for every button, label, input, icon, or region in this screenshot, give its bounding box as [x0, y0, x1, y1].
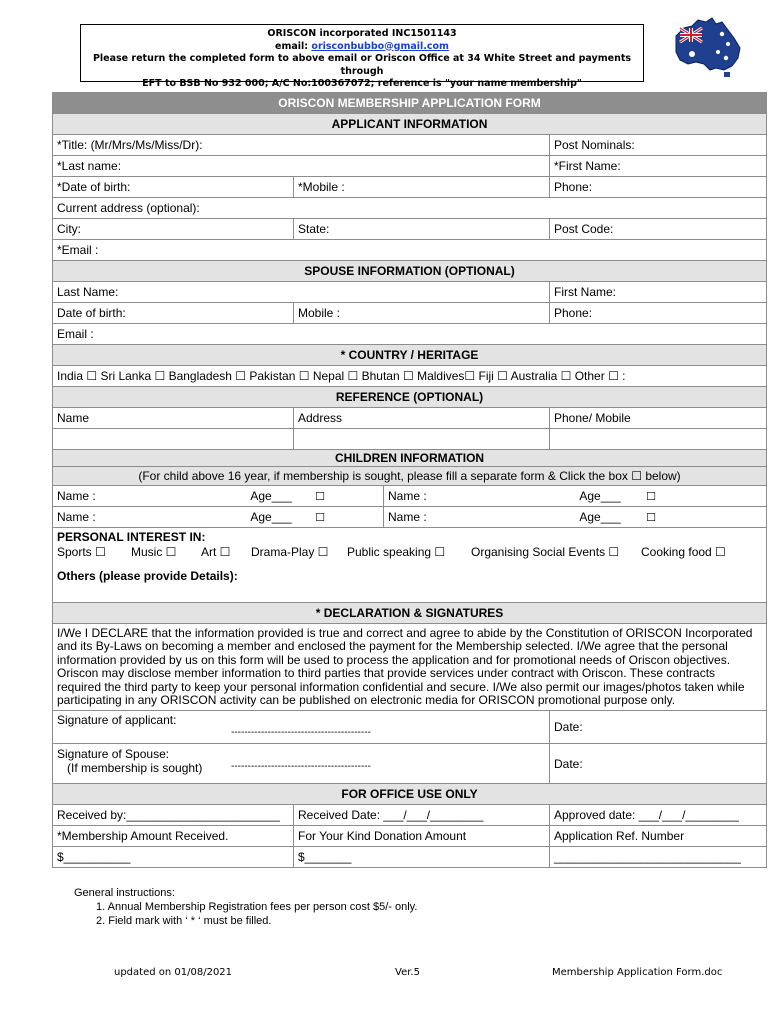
interest-public-speaking[interactable]: Public speaking ☐ — [347, 545, 446, 559]
declaration-text: I/We I DECLARE that the information provided is true and correct and agree to abide by the Constitution of ORISCON Incorporated and its By-Laws on becoming a member and enclosed the payment for the Membership selected. I/We agree that the personal information provided by us on this form will be used to process the application and for promotional needs of Oriscon objectives. Oriscon may disclose member information to third parties that provide services under contract with Oriscon. These contracts required the third party to keep your personal information confidential and secure. I/We also permit our images/photos taken while participating in any ORISCON activity can be published on electronic media for ORISCON promotional purpose only. — [53, 624, 767, 711]
children-section-heading: CHILDREN INFORMATION — [53, 450, 767, 467]
donation-amount-label: For Your Kind Donation Amount — [294, 826, 550, 847]
org-line: ORISCON incorporated INC1501143 — [267, 28, 457, 39]
title-field[interactable]: *Title: (Mr/Mrs/Ms/Miss/Dr): — [53, 135, 550, 156]
signature-applicant-cell[interactable] — [53, 711, 550, 744]
return-line-2: EFT to BSB No 932 000; A/C No:100367072; reference is "your name membership" — [142, 78, 582, 89]
signature-applicant-line: ------------------------------------------ — [231, 727, 371, 739]
signature-spouse-note: (If membership is sought) — [67, 761, 203, 776]
spouse-first-name-field[interactable]: First Name: — [550, 282, 767, 303]
first-name-field[interactable]: *First Name: — [550, 156, 767, 177]
country-section-heading: * COUNTRY / HERITAGE — [53, 345, 767, 366]
reference-section-heading: REFERENCE (OPTIONAL) — [53, 387, 767, 408]
declaration-section-heading: * DECLARATION & SIGNATURES — [53, 603, 767, 624]
reference-phone-header: Phone/ Mobile — [550, 408, 767, 429]
child-2-age: Age___ — [579, 489, 621, 503]
spouse-last-name-field[interactable]: Last Name: — [53, 282, 550, 303]
membership-form-table — [52, 92, 767, 868]
date-spouse[interactable]: Date: — [550, 744, 767, 784]
footer-version: Ver.5 — [395, 967, 420, 978]
children-note: (For child above 16 year, if membership is sought, please fill a separate form & Click the box ☐ below) — [53, 467, 767, 486]
child-row-3[interactable] — [53, 507, 384, 528]
signature-spouse-line: ------------------------------------------ — [231, 761, 371, 773]
email-link[interactable]: orisconbubbo@gmail.com — [311, 40, 449, 52]
approved-date-field[interactable]: Approved date: ___/___/________ — [550, 805, 767, 826]
instructions-title: General instructions: — [74, 887, 175, 899]
interest-cooking[interactable]: Cooking food ☐ — [641, 545, 726, 559]
interest-options[interactable] — [57, 545, 762, 559]
child-2-name: Name : — [388, 489, 427, 503]
interest-drama[interactable]: Drama-Play ☐ — [251, 545, 329, 559]
instruction-1: 1. Annual Membership Registration fees per person cost $5/- only. — [96, 901, 418, 913]
reference-name-input[interactable] — [53, 429, 294, 450]
child-1-name: Name : — [57, 489, 96, 503]
footer-filename: Membership Application Form.doc — [552, 967, 723, 978]
interest-others[interactable]: Others (please provide Details): — [57, 569, 238, 583]
city-field[interactable]: City: — [53, 219, 294, 240]
reference-address-header: Address — [294, 408, 550, 429]
post-code-field[interactable]: Post Code: — [550, 219, 767, 240]
reference-phone-input[interactable] — [550, 429, 767, 450]
received-date-field[interactable]: Received Date: ___/___/________ — [294, 805, 550, 826]
child-4-checkbox[interactable]: ☐ — [646, 511, 656, 524]
last-name-field[interactable]: *Last name: — [53, 156, 550, 177]
signature-spouse-label: Signature of Spouse: — [57, 747, 170, 762]
child-row-4[interactable] — [384, 507, 767, 528]
signature-applicant-label: Signature of applicant: — [57, 713, 177, 728]
australia-map-flag-logo — [670, 14, 746, 78]
membership-amount-input[interactable]: $__________ — [53, 847, 294, 868]
phone-field[interactable]: Phone: — [550, 177, 767, 198]
state-field[interactable]: State: — [294, 219, 550, 240]
interest-art[interactable]: Art ☐ — [201, 545, 231, 559]
spouse-dob-field[interactable]: Date of birth: — [53, 303, 294, 324]
interest-music[interactable]: Music ☐ — [131, 545, 177, 559]
instruction-2: 2. Field mark with ‘ * ‘ must be filled. — [96, 915, 272, 927]
email-field[interactable]: *Email : — [53, 240, 767, 261]
child-3-age: Age___ — [250, 510, 292, 524]
interest-social-events[interactable]: Organising Social Events ☐ — [471, 545, 620, 559]
general-instructions — [74, 886, 417, 928]
applicant-section-heading: APPLICANT INFORMATION — [53, 114, 767, 135]
post-nominals-field[interactable]: Post Nominals: — [550, 135, 767, 156]
personal-interest-block — [53, 528, 767, 603]
application-ref-label: Application Ref. Number — [550, 826, 767, 847]
address-field[interactable]: Current address (optional): — [53, 198, 767, 219]
donation-amount-input[interactable]: $_______ — [294, 847, 550, 868]
interest-heading: PERSONAL INTEREST IN: — [57, 530, 206, 544]
email-line: email: orisconbubbo@gmail.com — [275, 40, 449, 52]
form-title: ORISCON MEMBERSHIP APPLICATION FORM — [53, 93, 767, 114]
child-3-name: Name : — [57, 510, 96, 524]
date-applicant[interactable]: Date: — [550, 711, 767, 744]
office-section-heading: FOR OFFICE USE ONLY — [53, 784, 767, 805]
child-2-checkbox[interactable]: ☐ — [646, 490, 656, 503]
signature-spouse-cell[interactable] — [53, 744, 550, 784]
membership-amount-label: *Membership Amount Received. — [53, 826, 294, 847]
application-ref-input[interactable]: ____________________________ — [550, 847, 767, 868]
spouse-email-field[interactable]: Email : — [53, 324, 767, 345]
reference-name-header: Name — [53, 408, 294, 429]
interest-sports[interactable]: Sports ☐ — [57, 545, 106, 559]
child-1-age: Age___ — [250, 489, 292, 503]
mobile-field[interactable]: *Mobile : — [294, 177, 550, 198]
received-by-field[interactable]: Received by:_______________________ — [53, 805, 294, 826]
child-row-1[interactable] — [53, 486, 384, 507]
child-row-2[interactable] — [384, 486, 767, 507]
dob-field[interactable]: *Date of birth: — [53, 177, 294, 198]
return-line-1: Please return the completed form to above email or Oriscon Office at 34 White Street and payments through — [92, 53, 632, 77]
child-4-age: Age___ — [579, 510, 621, 524]
child-3-checkbox[interactable]: ☐ — [315, 511, 325, 524]
reference-address-input[interactable] — [294, 429, 550, 450]
country-checkbox-options[interactable]: India ☐ Sri Lanka ☐ Bangladesh ☐ Pakistan ☐ Nepal ☐ Bhutan ☐ Maldives☐ Fiji ☐ Australia ☐ Other ☐ : — [53, 366, 767, 387]
header-box — [80, 24, 644, 89]
child-1-checkbox[interactable]: ☐ — [315, 490, 325, 503]
spouse-phone-field[interactable]: Phone: — [550, 303, 767, 324]
child-4-name: Name : — [388, 510, 427, 524]
spouse-section-heading: SPOUSE INFORMATION (OPTIONAL) — [53, 261, 767, 282]
spouse-mobile-field[interactable]: Mobile : — [294, 303, 550, 324]
footer-updated: updated on 01/08/2021 — [114, 967, 233, 978]
